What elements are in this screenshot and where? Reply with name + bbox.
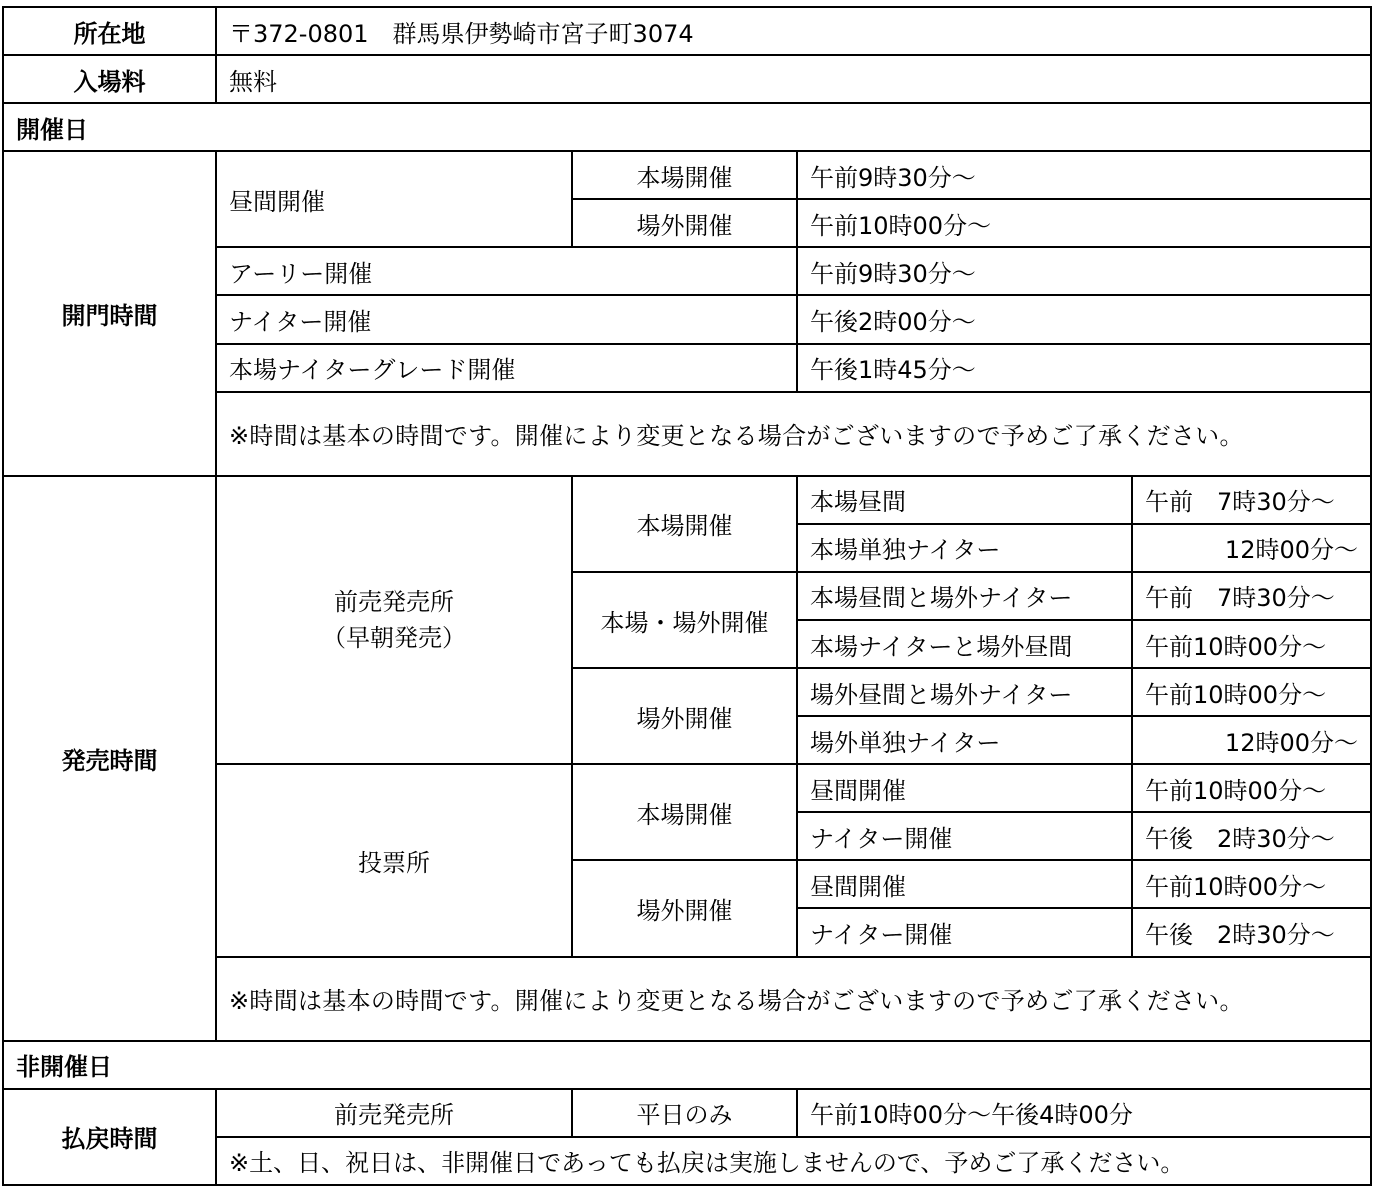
sales-time: 午前10時00分～ [1132, 764, 1371, 812]
refund-time: 午前10時00分～午後4時00分 [797, 1089, 1371, 1137]
sales-time: 午後 2時30分～ [1132, 812, 1371, 860]
ticket-office-label: 投票所 [216, 764, 572, 956]
refund-row [3, 1089, 1371, 1137]
gate-label: 開門時間 [3, 151, 216, 476]
sales-type: ナイター開催 [797, 908, 1132, 956]
sales-time: 午前 7時30分～ [1132, 572, 1371, 620]
sales-type: 本場ナイターと場外昼間 [797, 620, 1132, 668]
gate-note: ※時間は基本の時間です。開催により変更となる場合がございますので予めご了承ください。 [216, 392, 1371, 476]
gate-daytime-label: 昼間開催 [216, 151, 572, 247]
gate-daytime-venue: 場外開催 [572, 199, 797, 247]
sales-type: 昼間開催 [797, 860, 1132, 908]
gate-time: 午前9時30分～ [797, 247, 1371, 295]
location-label: 所在地 [3, 7, 216, 55]
sales-type: 本場単独ナイター [797, 524, 1132, 572]
admission-label: 入場料 [3, 55, 216, 103]
sales-type: 昼間開催 [797, 764, 1132, 812]
sales-label: 発売時間 [3, 476, 216, 1041]
admission-row [3, 55, 1371, 103]
gate-daytime-time: 午前9時30分～ [797, 151, 1371, 199]
advance-office-subtitle: （早朝発売） [322, 624, 466, 652]
refund-label: 払戻時間 [3, 1089, 216, 1185]
location-row [3, 7, 1371, 55]
sales-time: 午前10時00分～ [1132, 668, 1371, 716]
sales-time: 午前 7時30分～ [1132, 476, 1371, 524]
gate-daytime-time: 午前10時00分～ [797, 199, 1371, 247]
sales-time: 12時00分～ [1132, 716, 1371, 764]
venue-info-table [2, 6, 1372, 1186]
refund-place: 前売発売所 [216, 1089, 572, 1137]
sales-row [3, 476, 1371, 524]
sales-venue: 本場・場外開催 [572, 572, 797, 668]
gate-type: アーリー開催 [216, 247, 797, 295]
sales-venue: 本場開催 [572, 764, 797, 860]
sales-venue: 本場開催 [572, 476, 797, 572]
refund-note: ※土、日、祝日は、非開催日であっても払戻は実施しませんので、予めご了承ください。 [216, 1137, 1371, 1185]
sales-time: 午前10時00分～ [1132, 860, 1371, 908]
gate-time: 午後1時45分～ [797, 344, 1371, 392]
advance-office-label [216, 476, 572, 764]
sales-type: 場外単独ナイター [797, 716, 1132, 764]
sales-type: 本場昼間 [797, 476, 1132, 524]
gate-daytime-home-row [3, 151, 1371, 199]
refund-days: 平日のみ [572, 1089, 797, 1137]
sales-time: 12時00分～ [1132, 524, 1371, 572]
race-days-header-row [3, 103, 1371, 151]
sales-venue: 場外開催 [572, 668, 797, 764]
sales-venue: 場外開催 [572, 860, 797, 956]
admission-value: 無料 [216, 55, 1371, 103]
sales-type: 場外昼間と場外ナイター [797, 668, 1132, 716]
non-race-days-header-row [3, 1041, 1371, 1089]
gate-type: 本場ナイターグレード開催 [216, 344, 797, 392]
non-race-days-title: 非開催日 [3, 1041, 1371, 1089]
sales-time: 午後 2時30分～ [1132, 908, 1371, 956]
location-value: 〒372-0801 群馬県伊勢崎市宮子町3074 [216, 7, 1371, 55]
sales-type: 本場昼間と場外ナイター [797, 572, 1132, 620]
gate-time: 午後2時00分～ [797, 295, 1371, 343]
gate-type: ナイター開催 [216, 295, 797, 343]
sales-type: ナイター開催 [797, 812, 1132, 860]
sales-time: 午前10時00分～ [1132, 620, 1371, 668]
race-days-title: 開催日 [3, 103, 1371, 151]
advance-office-name: 前売発売所 [334, 588, 454, 616]
sales-note: ※時間は基本の時間です。開催により変更となる場合がございますので予めご了承ください。 [216, 957, 1371, 1041]
gate-daytime-venue: 本場開催 [572, 151, 797, 199]
